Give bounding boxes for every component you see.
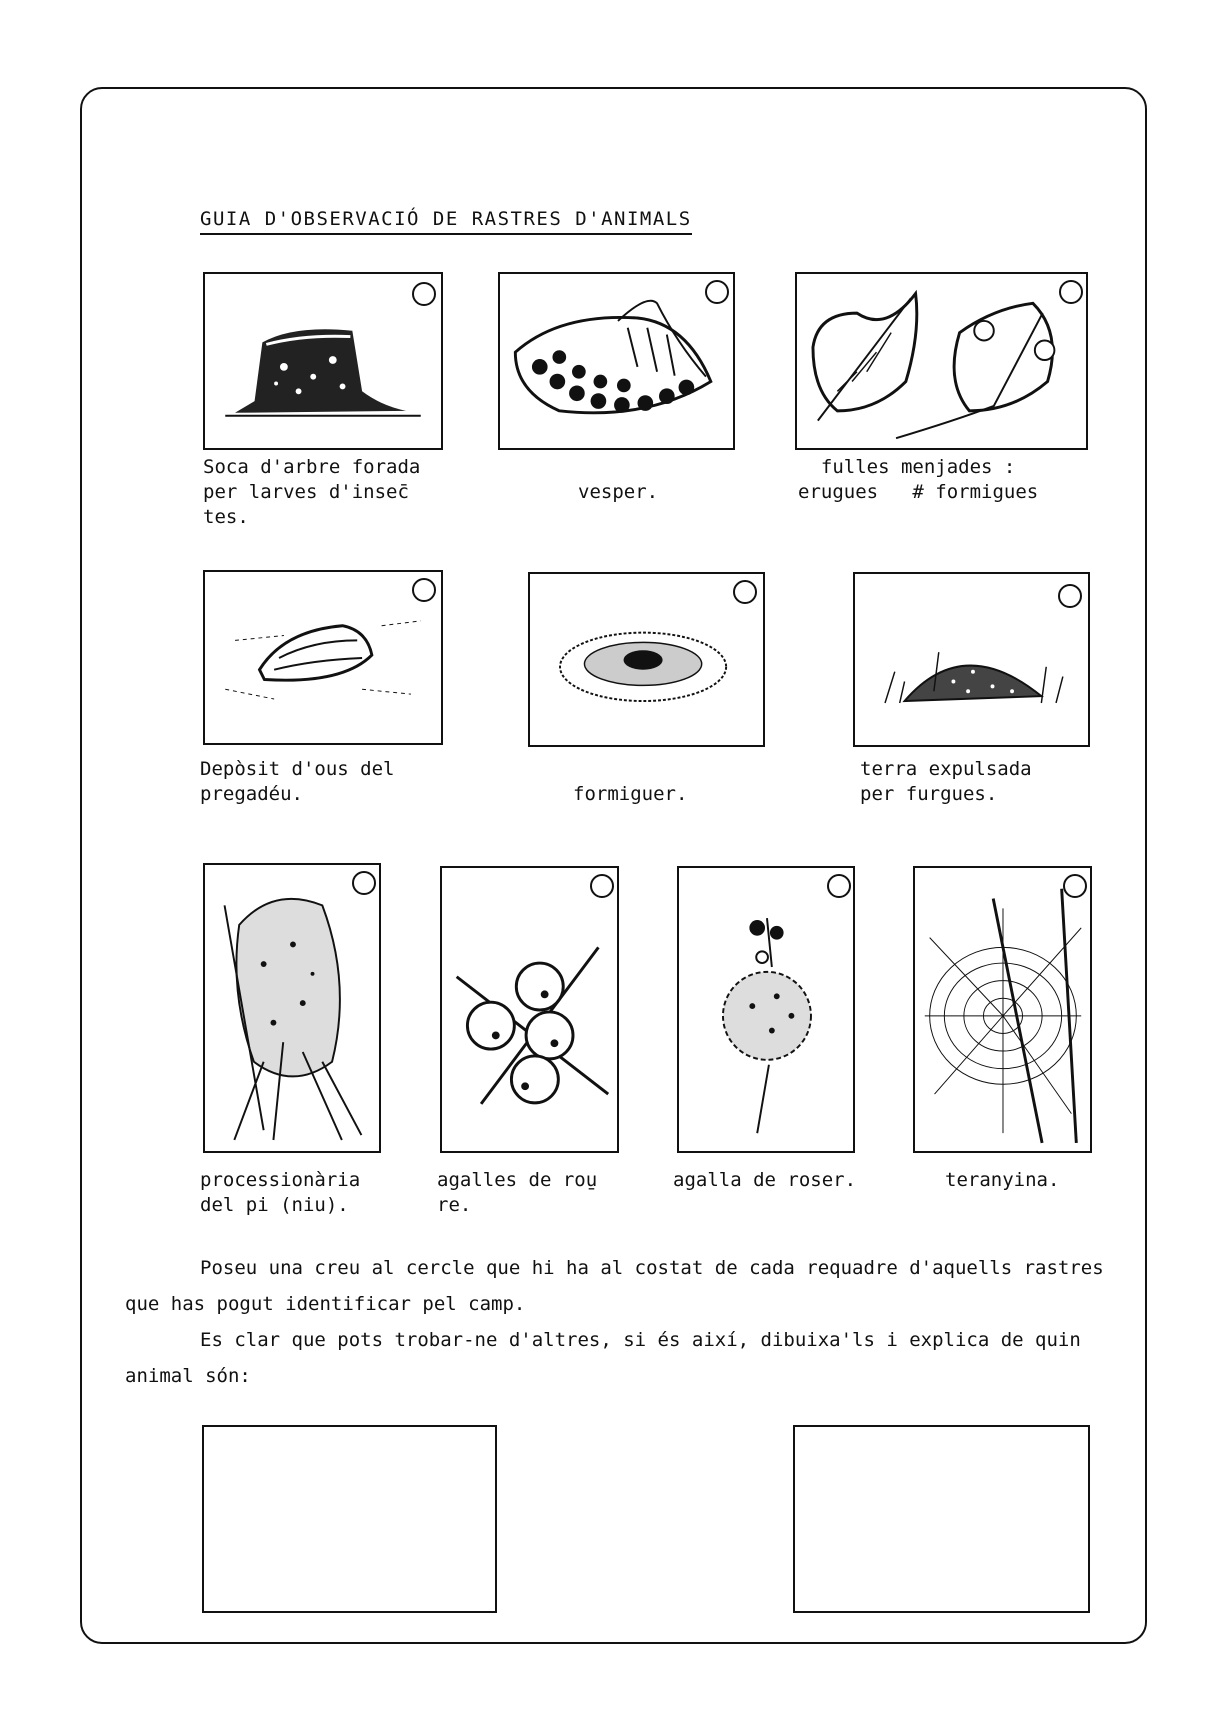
caption-agalla-roser: agalla de roser. — [673, 1169, 857, 1191]
card-teranyina — [913, 866, 1092, 1153]
caption-formiguer: formiguer. — [573, 783, 688, 805]
caption-pregadeu: Depòsit d'ous del pregadéu. — [200, 758, 395, 805]
rose-gall-icon — [679, 868, 853, 1151]
card-vesper — [498, 272, 735, 450]
card-agalla-roser — [677, 866, 855, 1153]
page-title: GUIA D'OBSERVACIÓ DE RASTRES D'ANIMALS — [200, 208, 692, 235]
caption-vesper: vesper. — [578, 481, 659, 503]
check-circle[interactable] — [705, 280, 729, 304]
spider-web-icon — [915, 868, 1090, 1151]
check-circle[interactable] — [733, 580, 757, 604]
card-fulles — [795, 272, 1088, 450]
dirt-mound-icon — [855, 574, 1088, 745]
card-agalles-roure — [440, 866, 619, 1153]
wasp-nest-icon — [500, 274, 733, 448]
anthill-icon — [530, 574, 763, 745]
eaten-leaves-icon — [797, 274, 1086, 448]
instructions — [125, 1250, 1115, 1394]
caterpillar-nest-icon — [205, 865, 379, 1151]
check-circle[interactable] — [827, 874, 851, 898]
oak-galls-icon — [442, 868, 617, 1151]
caption-agalles-roure: agalles de rou̱ re. — [437, 1169, 598, 1216]
caption-furgues: terra expulsada per furgues. — [860, 758, 1032, 805]
drawing-box-left[interactable] — [202, 1425, 497, 1613]
card-processionaria — [203, 863, 381, 1153]
card-formiguer — [528, 572, 765, 747]
caption-processionaria: processionària del pi (niu). — [200, 1169, 361, 1216]
card-soca — [203, 272, 443, 450]
card-furgues — [853, 572, 1090, 747]
instruction-paragraph-2: Es clar que pots trobar-ne d'altres, si és així, dibuixa'ls i explica de quin animal són: — [125, 1329, 1081, 1387]
check-circle[interactable] — [352, 871, 376, 895]
check-circle[interactable] — [590, 874, 614, 898]
drawing-box-right[interactable] — [793, 1425, 1090, 1613]
check-circle[interactable] — [1058, 584, 1082, 608]
caption-fulles: fulles menjades : erugues # formigues — [798, 456, 1039, 503]
check-circle[interactable] — [1059, 280, 1083, 304]
caption-teranyina: teranyina. — [945, 1169, 1060, 1191]
check-circle[interactable] — [1063, 874, 1087, 898]
tree-stump-icon — [205, 274, 441, 448]
instruction-paragraph-1: Poseu una creu al cercle que hi ha al costat de cada requadre d'aquells rastres que has pogut identificar pel camp. — [125, 1257, 1104, 1315]
check-circle[interactable] — [412, 282, 436, 306]
check-circle[interactable] — [412, 578, 436, 602]
mantis-ootheca-icon — [205, 572, 441, 743]
card-pregadeu — [203, 570, 443, 745]
caption-soca: Soca d'arbre forada per larves d'insec̄ tes. — [203, 456, 421, 528]
